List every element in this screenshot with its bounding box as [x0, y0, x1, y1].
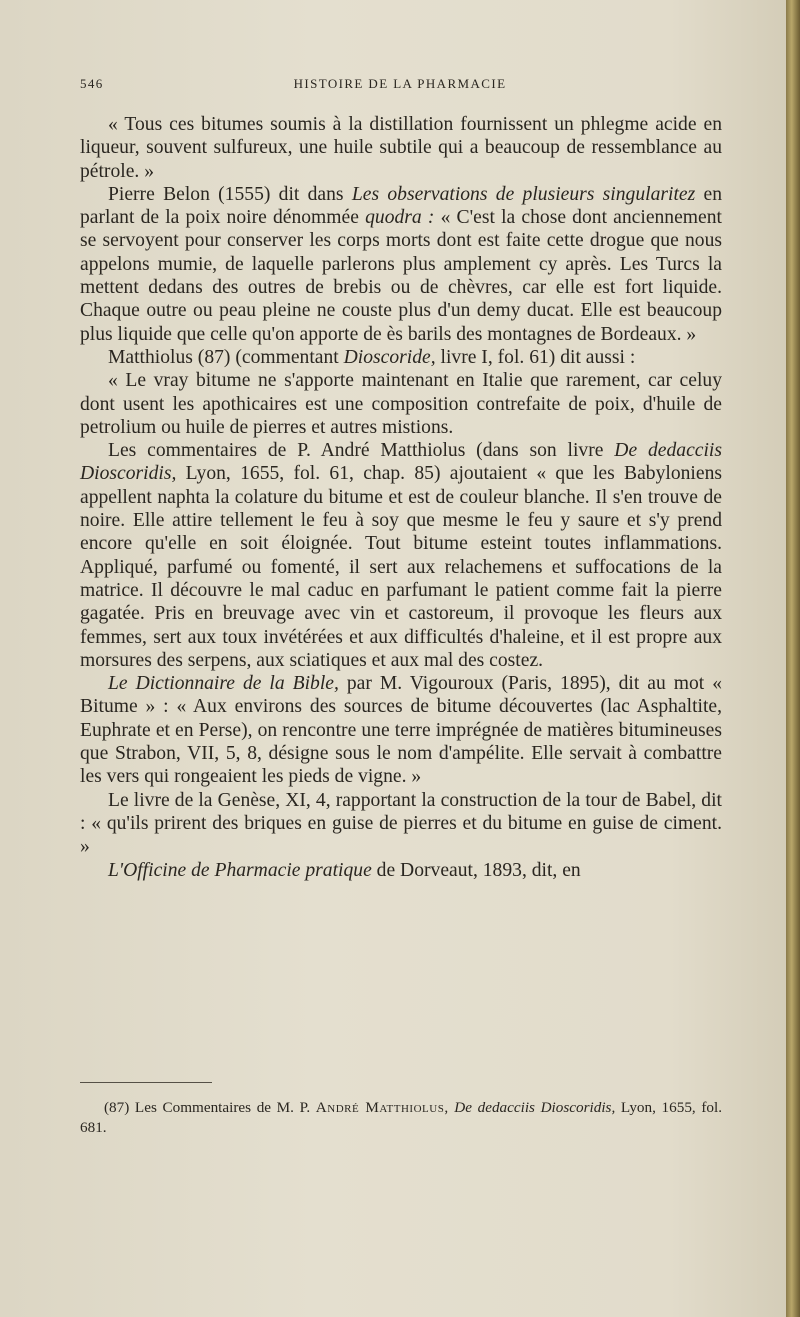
text-run: Le livre de la Genèse, XI, 4, rapportant la construction de la tour de Babel, dit : « qu'ils prirent des briques en guise de pierres et du bitume en guise de ciment. »: [80, 789, 722, 858]
text-run: (87) Les Commentaires de M. P.: [104, 1099, 316, 1116]
footnote-87: [80, 1098, 722, 1138]
text-run: « Tous ces bitumes soumis à la distillation fournissent un phlegme acide en liqueur, souvent sulfureux, une huile subtile qui a beaucoup de ressemblance au pétrole. »: [80, 114, 722, 182]
text-run: Les commentaires de P. André Matthiolus (dans son livre: [108, 440, 615, 462]
footnote: [80, 1098, 722, 1138]
italic-text: De dedacciis Dioscoridis,: [454, 1099, 616, 1116]
paragraph: [80, 439, 722, 672]
italic-text: quodra :: [365, 207, 435, 229]
paragraph: [80, 789, 722, 859]
text-run: en parlant de la poix noire dénommée: [80, 183, 722, 229]
paragraph: [80, 672, 722, 788]
text-run: Pierre Belon (1555) dit dans: [108, 183, 352, 205]
italic-text: Le Dictionnaire de la Bible,: [108, 673, 339, 695]
italic-text: Dioscoride,: [343, 346, 436, 368]
footnote-rule: [80, 1082, 212, 1083]
paragraph: [80, 183, 722, 346]
text-run: Matthiolus (87) (commentant: [108, 346, 344, 368]
page-number: 546: [80, 76, 104, 91]
text-run: Lyon, 1655, fol. 681.: [80, 1099, 723, 1136]
paragraph: [80, 113, 722, 183]
text-run: livre I, fol. 61) dit aussi :: [435, 346, 636, 368]
text-run: « C'est la chose dont anciennement se servoyent pour conserver les corps morts dont est faite cette drogue que nous appelons mumie, de laquelle parlerons plus amplement cy après. Les Turcs la mettent dedans des outres de brebis ou de chèvres, car elle est fort liquide. Chaque outre ou peau pleine ne couste plus d'un demy ducat. Elle est beaucoup plus liquide que celle qu'on apporte de ès barils des montagnes de Bordeaux. »: [80, 207, 722, 345]
text-run: de Dorveaut, 1893, dit, en: [371, 859, 581, 881]
italic-text: L'Officine de Pharmacie pratique: [108, 859, 372, 881]
page-edge: [786, 0, 800, 1317]
body-text: [80, 113, 722, 882]
paragraph: [80, 346, 722, 369]
text-run: « Le vray bitume ne s'apporte maintenant en Italie que rarement, car celuy dont usent les apothicaires est une composition contrefaite de poix, d'huile de petrolium ou huile de pierres et autres mistions.: [80, 370, 722, 438]
text-run: André Matthiolus,: [315, 1099, 449, 1116]
paragraph: [80, 859, 722, 882]
text-run: par M. Vigouroux (Paris, 1895), dit au mot « Bitume » : « Aux environs des sources de bitume découvertes (lac Asphaltite, Euphrate et en Perse), on rencontre une terre imprégnée de matières bitumineuses que Strabon, VII, 5, 8, désigne sous le nom d'ampélite. Elle servait à combattre les vers qui rongeaient les pieds de vigne. »: [80, 673, 722, 788]
paragraph: [80, 369, 722, 439]
page-header: [80, 76, 720, 96]
running-title: HISTOIRE DE LA PHARMACIE: [293, 76, 507, 91]
italic-text: Les observations de plusieurs singularitez: [351, 183, 696, 205]
text-run: Lyon, 1655, fol. 61, chap. 85) ajoutaient « que les Babyloniens appellent naphta la colature du bitume et est de couleur blanche. Il s'en trouve de noire. Elle attire tellement le feu à soy que mesme le feu y saure et s'y prend encore qu'elle en soit éloignée. Tout bitume esteint toutes inflammations. Appliqué, parfumé ou fomenté, il sert aux relachemens et suffocations de la matrice. Il découvre le mal caduc en parfumant le patient comme fait la pierre gagatée. Pris en breuvage avec vin et castoreum, il provoque les fleurs aux femmes, sert aux toux invétérées et aux difficultés d'haleine, et il est propre aux morsures des serpens, aux sciatiques et aux mal des costez.: [80, 463, 722, 671]
italic-text: De dedacciis Dioscoridis,: [80, 440, 722, 485]
